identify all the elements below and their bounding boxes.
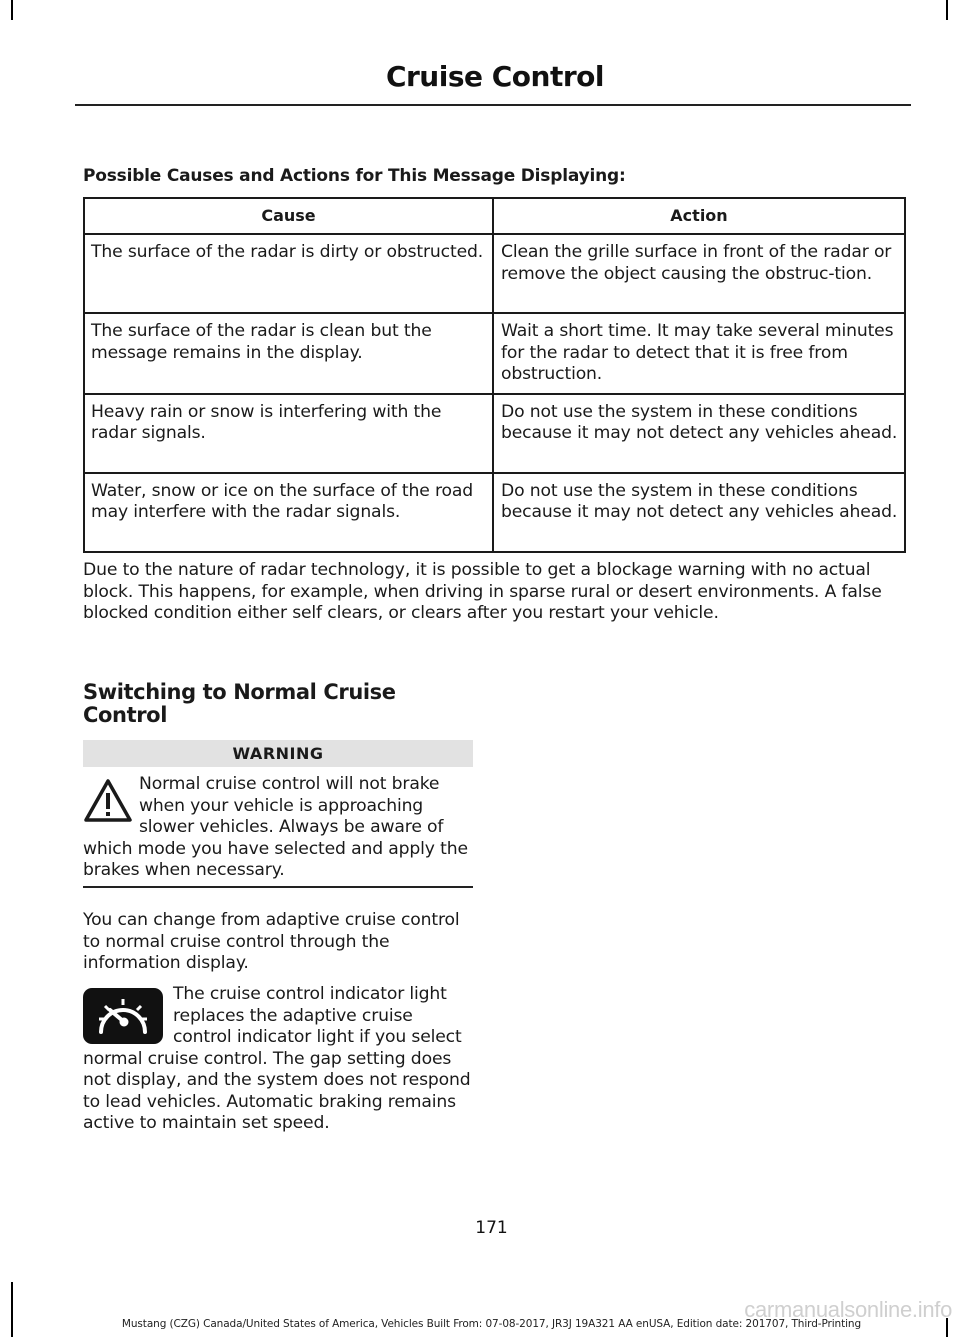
action-cell: Do not use the system in these conditions because it may not detect any vehicles ahead. (493, 473, 905, 552)
column-header-cause: Cause (84, 198, 493, 234)
warning-text: Normal cruise control will not brake when your vehicle is approaching slower vehicles. Always be aware of which mode you have selected and apply the brakes when necessary. (83, 774, 468, 880)
cause-cell: The surface of the radar is clean but the message remains in the display. (84, 313, 493, 394)
column-header-action: Action (493, 198, 905, 234)
action-cell: Do not use the system in these conditions because it may not detect any vehicles ahead. (493, 394, 905, 473)
table-row (84, 394, 905, 473)
cause-cell: Water, snow or ice on the surface of the road may interfere with the radar signals. (84, 473, 493, 552)
table-row (84, 473, 905, 552)
table-row (84, 234, 905, 313)
intro-heading: Possible Causes and Actions for This Message Displaying: (83, 166, 626, 186)
watermark: carmanualsonline.info (744, 1297, 952, 1322)
warning-triangle-icon (83, 776, 133, 826)
warning-body (83, 774, 473, 882)
table-header-row (84, 198, 905, 234)
crop-mark-top-left (11, 0, 13, 20)
radar-note-paragraph: Due to the nature of radar technology, it is possible to get a blockage warning with no actual block. This happens, for example, when driving in sparse rural or desert environments. A false blocked condition either self clears, or clears after you restart your vehicle. (83, 560, 882, 623)
indicator-paragraph (83, 984, 473, 1135)
section-heading: Switching to Normal Cruise Control (83, 680, 396, 727)
page-number: 171 (475, 1218, 508, 1238)
action-cell: Clean the grille surface in front of the radar or remove the object causing the obstruc-tion. (493, 234, 905, 313)
warning-rule (83, 886, 473, 888)
change-mode-paragraph: You can change from adaptive cruise control to normal cruise control through the information display. (83, 910, 460, 973)
crop-mark-top-right (946, 0, 948, 20)
causes-actions-table (83, 197, 906, 553)
cause-cell: Heavy rain or snow is interfering with the radar signals. (84, 394, 493, 473)
page-title: Cruise Control (385, 60, 604, 93)
cause-cell: The surface of the radar is dirty or obstructed. (84, 234, 493, 313)
footer-edition: Mustang (CZG) Canada/United States of America, Vehicles Built From: 07-08-2017, JR3J 19A321 AA enUSA, Edition date: 201707, Third-Printing (121, 1318, 862, 1330)
table-row (84, 313, 905, 394)
header-rule (75, 104, 911, 106)
action-cell: Wait a short time. It may take several minutes for the radar to detect that it is free from obstruction. (493, 313, 905, 394)
warning-label: WARNING (83, 740, 473, 767)
cruise-control-gauge-icon (83, 988, 163, 1044)
indicator-text: The cruise control indicator light replaces the adaptive cruise control indicator light if you select normal cruise control. The gap setting does not display, and the system does not respond to lead vehicles. Automatic braking remains active to maintain set speed. (83, 984, 471, 1133)
